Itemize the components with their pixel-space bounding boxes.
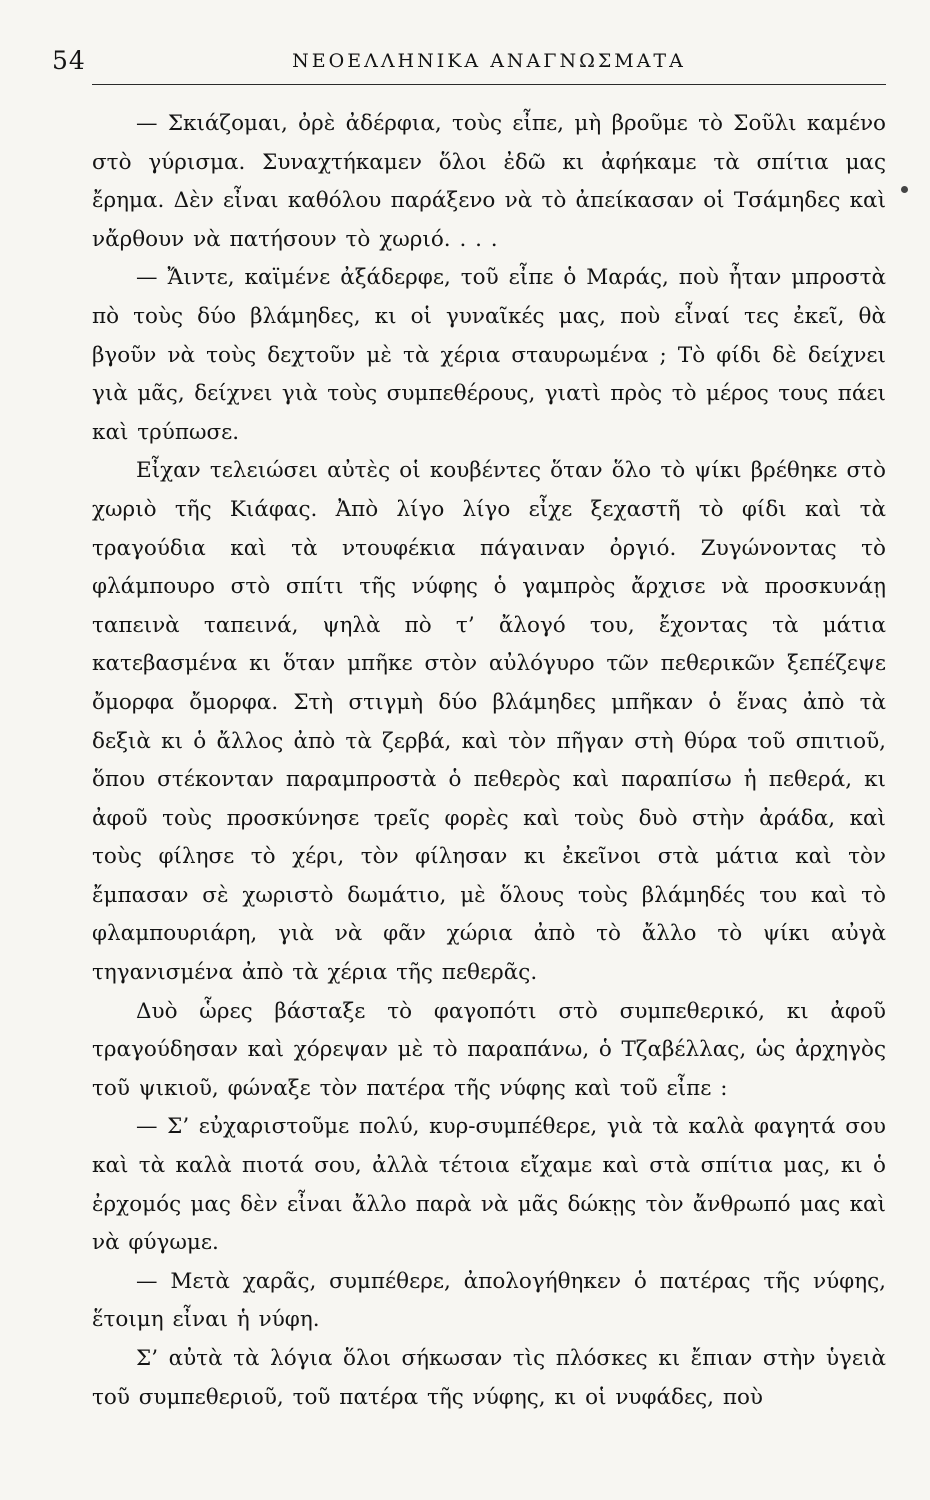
- paragraph: Εἶχαν τελειώσει αὐτὲς οἱ κουβέντες ὅταν ὅλο τὸ ψίκι βρέθηκε στὸ χωριὸ τῆς Κιάφας. Ἀπὸ λίγο λίγο εἶχε ξεχαστῆ τὸ φίδι καὶ τὰ τραγούδια καὶ τὰ ντουφέκια πάγαιναν ὀργιό. Ζυγώνοντας τὸ φλάμπουρο στὸ σπίτι τῆς νύφης ὁ γαμπρὸς ἄρχισε νὰ προσκυνάῃ ταπεινὰ ταπεινά, ψηλὰ πὸ τ’ ἄλογό του, ἔχοντας τὰ μάτια κατεβασμένα κι ὅταν μπῆκε στὸν αὐλόγυρο τῶν πεθερικῶν ξεπέζεψε ὄμορφα ὄμορφα. Στὴ στιγμὴ δύο βλάμηδες μπῆκαν ὁ ἕνας ἀπὸ τὰ δεξιὰ κι ὁ ἄλλος ἀπὸ τὰ ζερβά, καὶ τὸν πῆγαν στὴ θύρα τοῦ σπιτιοῦ, ὅπου στέκονταν παραμπροστὰ ὁ πεθερὸς καὶ παραπίσω ἡ πεθερά, κι ἀφοῦ τοὺς προσκύνησε τρεῖς φορὲς καὶ τοὺς δυὸ στὴν ἀράδα, καὶ τοὺς φίλησε τὸ χέρι, τὸν φίλησαν κι ἐκεῖνοι στὰ μάτια καὶ τὸν ἔμπασαν σὲ χωριστὸ δωμάτιο, μὲ ὅλους τοὺς βλάμηδές του καὶ τὸ φλαμπουριάρη, γιὰ νὰ φᾶν χώρια ἀπὸ τὸ ἄλλο τὸ ψίκι αὐγὰ τηγανισμένα ἀπὸ τὰ χέρια τῆς πεθερᾶς.: [92, 458, 886, 986]
- running-title: ΝΕΟΕΛΛΗΝΙΚΑ ΑΝΑΓΝΩΣΜΑΤΑ: [292, 50, 686, 72]
- paragraph: Δυὸ ὧρες βάσταξε τὸ φαγοπότι στὸ συμπεθερικό, κι ἀφοῦ τραγούδησαν καὶ χόρεψαν μὲ τὸ παραπάνω, ὁ Τζαβέλλας, ὡς ἀρχηγὸς τοῦ ψικιοῦ, φώναξε τὸν πατέρα τῆς νύφης καὶ τοῦ εἶπε :: [92, 998, 886, 1101]
- page-header: [52, 40, 886, 85]
- paragraph: — Ἄιντε, καϊμένε ἀξάδερφε, τοῦ εἶπε ὁ Μαράς, ποὺ ἦταν μπροστὰ πὸ τοὺς δύο βλάμηδες, κι οἱ γυναῖκές μας, ποὺ εἶναί τες ἐκεῖ, θὰ βγοῦν νὰ τοὺς δεχτοῦν μὲ τὰ χέρια σταυρωμένα ; Τὸ φίδι δὲ δείχνει γιὰ μᾶς, δείχνει γιὰ τοὺς συμπεθέρους, γιατὶ πρὸς τὸ μέρος τους πάει καὶ τρύπωσε.: [92, 265, 886, 445]
- paragraph: — Μετὰ χαρᾶς, συμπέθερε, ἀπολογήθηκεν ὁ πατέρας τῆς νύφης, ἕτοιμη εἶναι ἡ νύφη.: [92, 1268, 886, 1333]
- page-body: [92, 105, 886, 1417]
- paragraph: — Σκιάζομαι, ὀρὲ ἀδέρφια, τοὺς εἶπε, μὴ βροῦμε τὸ Σοῦλι καμένο στὸ γύρισμα. Συναχτήκαμεν ὅλοι ἐδῶ κι ἀφήκαμε τὰ σπίτια μας ἔρημα. Δὲν εἶναι καθόλου παράξενο νὰ τὸ ἀπείκασαν οἱ Τσάμηδες καὶ νἄρθουν νὰ πατήσουν τὸ χωριό. . . .: [92, 111, 886, 252]
- ink-spot: [901, 186, 908, 193]
- page-number: 54: [52, 46, 86, 75]
- paragraph: Σ’ αὐτὰ τὰ λόγια ὅλοι σήκωσαν τὶς πλόσκες κι ἔπιαν στὴν ὑγειὰ τοῦ συμπεθεριοῦ, τοῦ πατέρα τῆς νύφης, κι οἱ νυφάδες, ποὺ: [92, 1346, 886, 1410]
- paragraph: — Σ’ εὐχαριστοῦμε πολύ, κυρ-συμπέθερε, γιὰ τὰ καλὰ φαγητά σου καὶ τὰ καλὰ πιοτά σου, ἀλλὰ τέτοια εἴχαμε καὶ στὰ σπίτια μας, κι ὁ ἐρχομός μας δὲν εἶναι ἄλλο παρὰ νὰ μᾶς δώκῃς τὸν ἄνθρωπό μας καὶ νὰ φύγωμε.: [92, 1114, 886, 1256]
